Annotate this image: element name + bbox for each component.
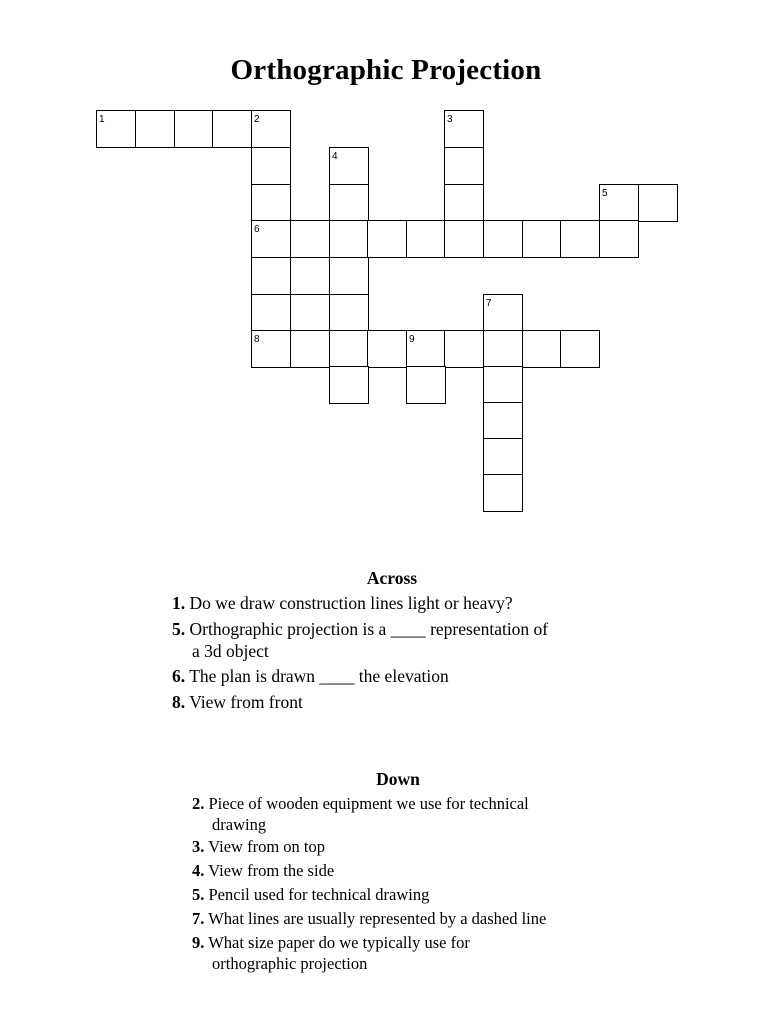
crossword-cell[interactable] <box>251 147 291 185</box>
crossword-cell[interactable] <box>329 366 369 404</box>
crossword-cell[interactable] <box>251 110 291 148</box>
cell-number: 3 <box>447 114 453 125</box>
crossword-cell[interactable] <box>483 366 523 404</box>
crossword-cell[interactable] <box>135 110 175 148</box>
clue-text-continued: drawing <box>212 815 267 834</box>
clue-number: 8. <box>172 692 186 712</box>
down-clue-9 <box>192 931 470 974</box>
clue-text: View from on top <box>208 837 325 856</box>
across-clue-1 <box>172 592 513 615</box>
crossword-cell[interactable] <box>251 220 291 258</box>
clue-number: 5. <box>192 885 205 904</box>
down-clue-7 <box>192 907 546 930</box>
crossword-cell[interactable] <box>483 402 523 440</box>
crossword-cell[interactable] <box>406 330 446 368</box>
crossword-cell[interactable] <box>483 438 523 476</box>
cell-number: 8 <box>254 334 260 345</box>
clue-text: The plan is drawn ____ the elevation <box>189 666 449 686</box>
down-heading: Down <box>376 769 420 789</box>
cell-number: 7 <box>486 298 492 309</box>
clue-number: 7. <box>192 909 205 928</box>
clue-number: 1. <box>172 593 186 613</box>
crossword-cell[interactable] <box>599 184 639 222</box>
crossword-cell[interactable] <box>290 330 330 368</box>
clue-number: 4. <box>192 861 205 880</box>
clue-text: Orthographic projection is a ____ representation of <box>189 619 549 639</box>
clue-number: 3. <box>192 837 205 856</box>
cell-number: 9 <box>409 334 415 345</box>
clue-text: Do we draw construction lines light or heavy? <box>189 593 513 613</box>
clue-text-continued: orthographic projection <box>212 954 368 973</box>
crossword-cell[interactable] <box>290 257 330 295</box>
crossword-cell[interactable] <box>483 294 523 332</box>
crossword-cell[interactable] <box>329 294 369 332</box>
crossword-cell[interactable] <box>522 220 562 258</box>
crossword-cell[interactable] <box>444 184 484 222</box>
crossword-cell[interactable] <box>560 220 600 258</box>
down-clue-4 <box>192 859 334 882</box>
crossword-cell[interactable] <box>483 220 523 258</box>
crossword-cell[interactable] <box>444 110 484 148</box>
crossword-cell[interactable] <box>522 330 562 368</box>
cell-number: 1 <box>99 114 105 125</box>
across-clue-6 <box>172 665 449 688</box>
crossword-cell[interactable] <box>251 257 291 295</box>
across-clue-8 <box>172 691 303 714</box>
across-heading: Across <box>366 568 418 588</box>
cell-number: 2 <box>254 114 260 125</box>
clue-text: View from the side <box>208 861 335 880</box>
down-clue-2 <box>192 792 529 835</box>
crossword-cell[interactable] <box>251 330 291 368</box>
crossword-cell[interactable] <box>638 184 678 222</box>
crossword-cell[interactable] <box>329 330 369 368</box>
crossword-cell[interactable] <box>367 220 407 258</box>
crossword-cell[interactable] <box>329 220 369 258</box>
down-clue-5 <box>192 883 429 906</box>
crossword-cell[interactable] <box>444 220 484 258</box>
crossword-cell[interactable] <box>599 220 639 258</box>
crossword-cell[interactable] <box>329 147 369 185</box>
clue-text: What size paper do we typically use for <box>208 933 470 952</box>
across-clue-5 <box>172 618 548 661</box>
crossword-cell[interactable] <box>329 257 369 295</box>
crossword-cell[interactable] <box>290 220 330 258</box>
clue-text: View from front <box>189 692 303 712</box>
crossword-cell[interactable] <box>406 220 446 258</box>
crossword-cell[interactable] <box>367 330 407 368</box>
crossword-cell[interactable] <box>251 184 291 222</box>
clue-number: 2. <box>192 794 205 813</box>
clue-text: Pencil used for technical drawing <box>208 885 430 904</box>
clue-text: What lines are usually represented by a dashed line <box>208 909 547 928</box>
crossword-cell[interactable] <box>483 474 523 512</box>
crossword-cell[interactable] <box>444 147 484 185</box>
cell-number: 5 <box>602 188 608 199</box>
cell-number: 4 <box>332 151 338 162</box>
clue-number: 9. <box>192 933 205 952</box>
clue-number: 6. <box>172 666 186 686</box>
crossword-cell[interactable] <box>483 330 523 368</box>
clue-number: 5. <box>172 619 186 639</box>
clue-text: Piece of wooden equipment we use for technical <box>208 794 529 813</box>
crossword-cell[interactable] <box>251 294 291 332</box>
crossword-cell[interactable] <box>212 110 252 148</box>
crossword-cell[interactable] <box>174 110 214 148</box>
crossword-cell[interactable] <box>329 184 369 222</box>
cell-number: 6 <box>254 224 260 235</box>
crossword-cell[interactable] <box>560 330 600 368</box>
crossword-cell[interactable] <box>406 366 446 404</box>
page-title: Orthographic Projection <box>230 54 542 86</box>
crossword-cell[interactable] <box>444 330 484 368</box>
down-clue-3 <box>192 835 325 858</box>
crossword-cell[interactable] <box>96 110 136 148</box>
clue-text-continued: a 3d object <box>192 641 269 661</box>
